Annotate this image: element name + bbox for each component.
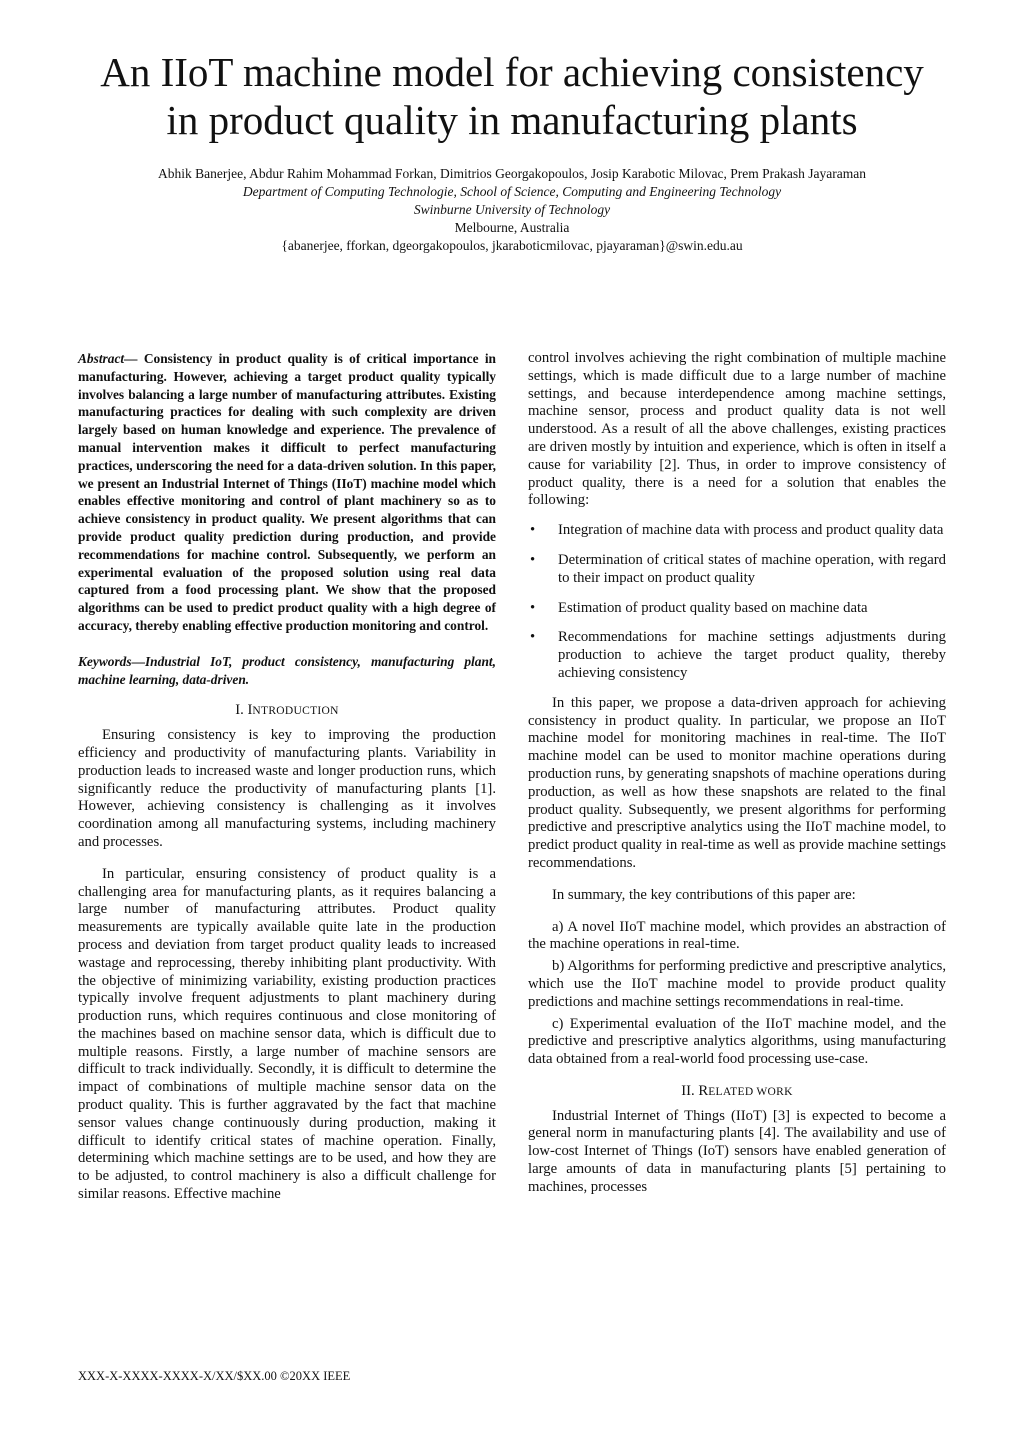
contribution-item: c) Experimental evaluation of the IIoT machine model, and the predictive and prescriptive analytics algorithms, using manufacturing data obtained from a real-world food processing use-case.	[528, 1015, 946, 1068]
list-item: • Integration of machine data with process and product quality data	[530, 522, 944, 539]
contribution-item: b) Algorithms for performing predictive and prescriptive analytics, which use the IIoT machine model to provide product quality predictions and machine settings recommendations in real-time.	[528, 958, 946, 1010]
intro-paragraph-2: In particular, ensuring consistency of product quality is a challenging area for manufacturing plants, as it requires balancing a large number of manufacturing attributes. Product quality measurements are typically available quite late in the production process and deviation from target product quality leads to increased wastage and reprocessing, thereby inhibiting plant productivity. With the objective of minimizing variability, existing production practices typically involve frequent adjustments to plant machinery during production runs, which requires continuous and close monitoring of the machines based on machine sensor data, which is difficult due to multiple reasons. Firstly, a large number of machine sensors are difficult to track individually. Secondly, it is difficult to determine the impact of combinations of multiple machine sensor data on the product quality. This is further aggravated by the fact that machine sensor values change continuously during production, making it difficult to identify critical states of machine operation. Finally, determining which machine settings are to be used, and how they are to be adjusted, to control machinery is also a difficult challenge for similar reasons. Effective machine	[78, 865, 496, 1203]
bullet-icon: •	[530, 522, 536, 539]
contribution-item: a) A novel IIoT machine model, which provides an abstraction of the machine operations in real-time.	[528, 918, 946, 953]
intro-paragraph-3: In this paper, we propose a data-driven approach for achieving consistency in product quality. In particular, we propose an IIoT machine model for monitoring machines in real-time. The IIoT machine model can be used to monitor machine operations during production runs, by generating snapshots of machine operations during production, as well as how these snapshots are related to the final product quality. Subsequently, we present algorithms for performing predictive and prescriptive analytics using the IIoT machine model, to predict product quality in real-time as well as provide machine settings recommendations.	[528, 694, 946, 871]
abstract-text: Consistency in product quality is of critical importance in manufacturing. However, achieving a target product quality typically involves balancing a large number of manufacturing attributes. Existing manufacturing practices for dealing with such complexity are driven largely based on human knowledge and experience. The prevalence of manual intervention makes it difficult to perfect manufacturing practices, underscoring the need for a data-driven solution. In this paper, we present an Industrial Internet of Things (IIoT) machine model which enables effective monitoring and control of plant machinery so as to achieve consistency in product quality. We present algorithms that can provide product quality prediction during production, and provide recommendations for machine control. Subsequently, we perform an experimental evaluation of the proposed solution using real data captured from a food processing plant. We show that the proposed algorithms can be used to predict product quality with a high degree of accuracy, thereby enabling effective production monitoring and control.	[78, 351, 496, 633]
intro-paragraph-1: Ensuring consistency is key to improving the production efficiency and productivity of manufacturing plants. Variability in production leads to increased waste and longer production runs, which significantly reduce the productivity of manufacturing plants [1]. However, achieving consistency is challenging as it involves coordination among all manufacturing systems, including machinery and processes.	[78, 727, 496, 850]
list-item: • Recommendations for machine settings adjustments during production to achieve the target product quality, thereby achieving consistency	[530, 629, 946, 681]
author-university: Swinburne University of Technology	[413, 202, 611, 217]
contributions-list	[528, 919, 946, 1069]
paper-title	[40, 48, 984, 144]
title-line-2: in product quality in manufacturing plants	[166, 97, 858, 143]
bullet-icon: •	[530, 629, 536, 646]
author-emails: {abanerjee, fforkan, dgeorgakopoulos, jkaraboticmilovac, pjayaraman}@swin.edu.au	[281, 238, 743, 253]
author-names: Abhik Banerjee, Abdur Rahim Mohammad Forkan, Dimitrios Georgakopoulos, Josip Karabotic Milovac, Prem Prakash Jayaraman	[158, 166, 866, 181]
title-line-1: An IIoT machine model for achieving consistency	[100, 49, 924, 95]
bullet-icon: •	[530, 551, 536, 568]
left-column	[78, 350, 496, 1204]
section-heading-introduction: I. INTRODUCTION	[235, 702, 339, 719]
right-column	[528, 350, 946, 1197]
author-location: Melbourne, Australia	[454, 220, 570, 235]
abstract	[78, 350, 496, 635]
intro-paragraph-4: In summary, the key contributions of this paper are:	[552, 886, 856, 903]
author-block	[30, 165, 994, 255]
requirements-list	[528, 522, 946, 683]
intro-paragraph-2-continued: control involves achieving the right combination of multiple machine settings, which is made difficult due to a large number of machine settings, and because interdependence among machine settings, machine sensor, process and product quality data is not well understood. As a result of all the above challenges, existing practices are driven mostly by intuition and experience, which is often in itself a cause for variability [2]. Thus, in order to improve consistency of product quality, there is a need for a solution that enables the following:	[528, 350, 946, 509]
abstract-lead: Abstract—	[78, 351, 138, 366]
keywords: Keywords—Industrial IoT, product consistency, manufacturing plant, machine learning, data-driven.	[78, 653, 496, 687]
related-work-paragraph-1: Industrial Internet of Things (IIoT) [3] is expected to become a general norm in manufacturing plants [4]. The availability and use of low-cost Internet of Things (IoT) sensors have enabled generation of large amounts of data in manufacturing plants [5] pertaining to machines, processes	[528, 1107, 946, 1195]
author-department: Department of Computing Technologie, School of Science, Computing and Engineering Technology	[242, 184, 782, 199]
list-item: • Estimation of product quality based on machine data	[530, 599, 868, 616]
copyright-footer: XXX-X-XXXX-XXXX-X/XX/$XX.00 ©20XX IEEE	[78, 1369, 351, 1383]
list-item: • Determination of critical states of machine operation, with regard to their impact on product quality	[530, 551, 946, 586]
section-heading-related-work: II. RELATED WORK	[681, 1082, 793, 1099]
bullet-icon: •	[530, 599, 536, 616]
